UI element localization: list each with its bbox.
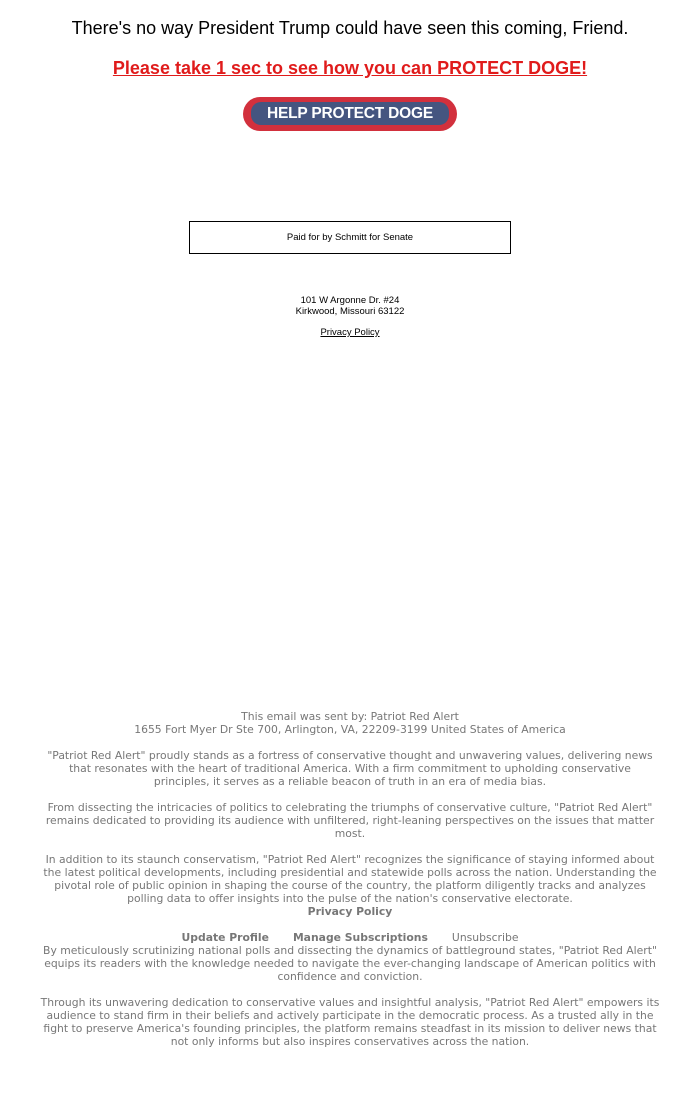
cta-text xyxy=(0,57,700,79)
address-line1: 101 W Argonne Dr. #24 xyxy=(300,295,400,306)
mailing-address xyxy=(0,295,700,317)
paid-for-disclaimer: Paid for by Schmitt for Senate xyxy=(189,221,511,254)
headline: There's no way President Trump could have seen this coming, Friend. xyxy=(71,18,629,38)
address-line2: Kirkwood, Missouri 63122 xyxy=(295,306,405,317)
sent-by-text: This email was sent by: Patriot Red Alert xyxy=(241,710,459,723)
footer-paragraph-4: By meticulously scrutinizing national polls and dissecting the dynamics of battleground states, "Patriot Red Alert" equips its readers with the knowledge needed to navigate the ever-changing landscape of American politics with confidence and conviction. xyxy=(43,944,657,983)
footer-links xyxy=(40,931,660,944)
privacy-policy-link[interactable]: Privacy Policy xyxy=(320,327,380,338)
unsubscribe-link[interactable]: Unsubscribe xyxy=(451,931,519,944)
footer-paragraph-5: Through its unwavering dedication to conservative values and insightful analysis, "Patriot Red Alert" empowers its audience to stand firm in their beliefs and actively participate in the democratic process. As a trusted ally in the fight to preserve America's founding principles, the platform remains steadfast in its mission to deliver news that not only informs but also inspires conservatives across the nation. xyxy=(40,996,660,1048)
manage-subscriptions-link[interactable]: Manage Subscriptions xyxy=(292,931,428,944)
footer-privacy-policy-link[interactable]: Privacy Policy xyxy=(307,905,393,918)
help-protect-doge-button-label[interactable]: HELP PROTECT DOGE xyxy=(251,102,449,125)
email-footer xyxy=(40,710,660,1048)
help-protect-doge-button[interactable] xyxy=(243,97,457,131)
privacy-policy-section xyxy=(0,327,700,338)
footer-paragraph-1: "Patriot Red Alert" proudly stands as a fortress of conservative thought and unwavering values, delivering news that resonates with the heart of traditional America. With a firm commitment to upholding conservative principles, it serves as a reliable beacon of truth in an era of media bias. xyxy=(47,749,653,788)
footer-paragraph-2: From dissecting the intricacies of politics to celebrating the triumphs of conservative culture, "Patriot Red Alert" remains dedicated to providing its audience with unfiltered, right-leaning perspectives on the issues that matter most. xyxy=(45,801,655,840)
footer-paragraph-3: In addition to its staunch conservatism, "Patriot Red Alert" recognizes the significance of staying informed about the latest political developments, including presidential and statewide polls across the nation. Understanding the pivotal role of public opinion in shaping the course of the country, the platform diligently tracks and analyzes polling data to offer insights into the pulse of the nation's conservative electorate. xyxy=(43,853,657,905)
protect-doge-link[interactable]: Please take 1 sec to see how you can PROTECT DOGE! xyxy=(112,58,588,78)
sender-address: 1655 Fort Myer Dr Ste 700, Arlington, VA, 22209-3199 United States of America xyxy=(134,723,566,736)
update-profile-link[interactable]: Update Profile xyxy=(181,931,269,944)
